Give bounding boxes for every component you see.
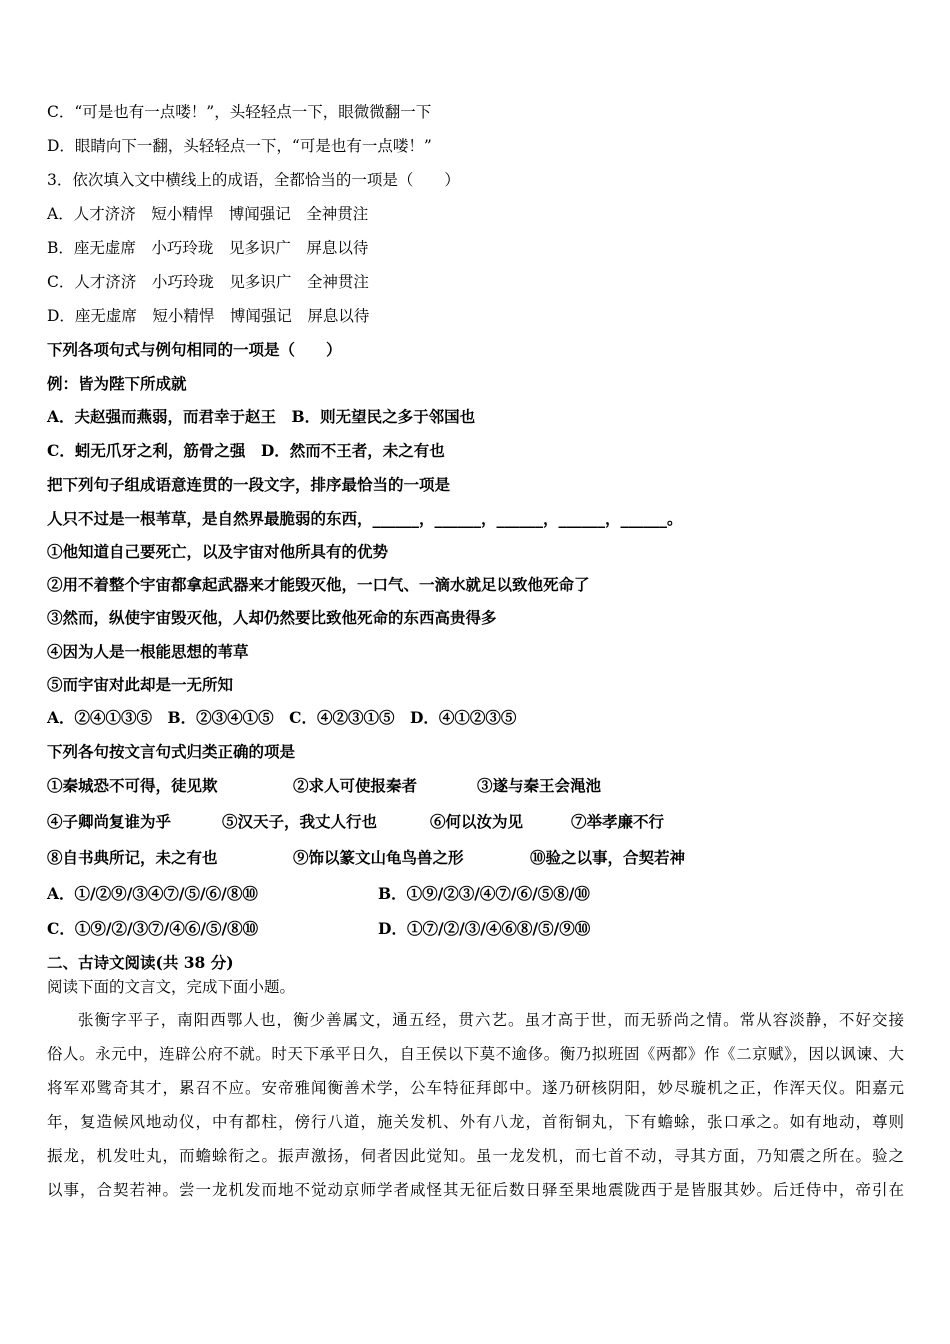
q2-option-d: D．眼睛向下一翻，头轻轻点一下，“可是也有一点喽！” — [47, 137, 432, 155]
q6-choice-b: B．①⑨/②③/④⑦/⑥/⑤⑧/⑩ — [378, 884, 590, 903]
q4-example: 例：皆为陛下所成就 — [47, 374, 187, 393]
passage-line: 以事，合契若神。尝一龙机发而地不觉动京师学者咸怪其无征后数日驿至果地震陇西于是皆服其妙。后迁侍中，帝引在 — [47, 1181, 904, 1199]
q5-item-2: ②用不着整个宇宙都拿起武器来才能毁灭他，一口气、一滴水就足以致他死命了 — [47, 575, 590, 594]
q6-sentence-8: ⑧自书典所记，未之有也 — [47, 848, 218, 867]
q5-lead-sentence: 人只不过是一根苇草，是自然界最脆弱的东西，______，______，______，______，______。 — [47, 509, 683, 528]
section-title: 二、古诗文阅读(共 38 分) — [47, 953, 234, 972]
q6-sentence-9: ⑨饰以篆文山龟鸟兽之形 — [293, 848, 464, 867]
q6-stem: 下列各句按文言句式归类正确的项是 — [47, 742, 296, 761]
q4-options-ab: A．夫赵强而燕弱，而君幸于赵王 B．则无望民之多于邻国也 — [47, 407, 476, 426]
q3-option-c: C．人才济济 小巧玲珑 见多识广 全神贯注 — [47, 273, 369, 291]
q6-sentence-4: ④子卿尚复谁为乎 — [47, 812, 172, 831]
passage-line: 将军邓骘奇其才，累召不应。安帝雅闻衡善术学，公车特征拜郎中。遂乃研核阴阳，妙尽璇机之正，作浑天仪。阳嘉元 — [47, 1079, 904, 1097]
passage-line: 振龙，机发吐丸，而蟾蜍衔之。振声激扬，伺者因此觉知。虽一龙发机，而七首不动，寻其方面，乃知震之所在。验之 — [47, 1147, 904, 1165]
q6-sentence-1: ①秦城恐不可得，徒见欺 — [47, 776, 218, 795]
q6-choice-a: A．①/②⑨/③④⑦/⑤/⑥/⑧⑩ — [47, 884, 258, 903]
q6-sentence-7: ⑦举孝廉不行 — [571, 812, 665, 831]
q6-sentence-2: ②求人可使报秦者 — [293, 776, 418, 795]
q5-item-4: ④因为人是一根能思想的苇草 — [47, 642, 249, 661]
q6-sentence-10: ⑩验之以事，合契若神 — [530, 848, 686, 867]
q5-item-1: ①他知道自己要死亡，以及宇宙对他所具有的优势 — [47, 542, 389, 561]
q3-option-b: B．座无虚席 小巧玲珑 见多识广 屏息以待 — [47, 239, 369, 257]
q5-choices: A．②④①③⑤ B．②③④①⑤ C．④②③①⑤ D．④①②③⑤ — [47, 708, 517, 727]
passage-line: 俗人。永元中，连辟公府不就。时天下承平日久，自王侯以下莫不逾侈。衡乃拟班固《两都》作《二京赋》，因以讽谏、大 — [47, 1045, 904, 1063]
q3-option-d: D．座无虚席 短小精悍 博闻强记 屏息以待 — [47, 307, 370, 325]
passage-line: 张衡字平子，南阳西鄂人也，衡少善属文，通五经，贯六艺。虽才高于世，而无骄尚之情。常从容淡静，不好交接 — [78, 1011, 904, 1029]
q5-stem: 把下列句子组成语意连贯的一段文字，排序最恰当的一项是 — [47, 475, 451, 494]
q6-choice-d: D．①⑦/②/③/④⑥⑧/⑤/⑨⑩ — [378, 919, 591, 938]
q4-options-cd: C．蚓无爪牙之利，筋骨之强 D．然而不王者，未之有也 — [47, 441, 445, 460]
q3-option-a: A．人才济济 短小精悍 博闻强记 全神贯注 — [47, 205, 369, 223]
q5-item-3: ③然而，纵使宇宙毁灭他，人却仍然要比致他死命的东西高贵得多 — [47, 608, 497, 627]
q6-choice-c: C．①⑨/②/③⑦/④⑥/⑤/⑧⑩ — [47, 919, 259, 938]
passage-line: 年，复造候风地动仪，中有都柱，傍行八道，施关发机、外有八龙，首衔铜丸，下有蟾蜍，张口承之。如有地动，尊则 — [47, 1113, 904, 1131]
q6-sentence-5: ⑤汉天子，我丈人行也 — [222, 812, 378, 831]
q6-sentence-6: ⑥何以汝为见 — [430, 812, 524, 831]
q2-option-c: C．“可是也有一点喽！”，头轻轻点一下，眼微微翻一下 — [47, 103, 432, 121]
q5-item-5: ⑤而宇宙对此却是一无所知 — [47, 675, 234, 694]
q3-stem: 3．依次填入文中横线上的成语，全都恰当的一项是（ ） — [47, 171, 460, 189]
q6-sentence-3: ③遂与秦王会渑池 — [477, 776, 602, 795]
q4-stem: 下列各项句式与例句相同的一项是（ ） — [47, 340, 342, 359]
reading-instruction: 阅读下面的文言文，完成下面小题。 — [47, 978, 296, 996]
